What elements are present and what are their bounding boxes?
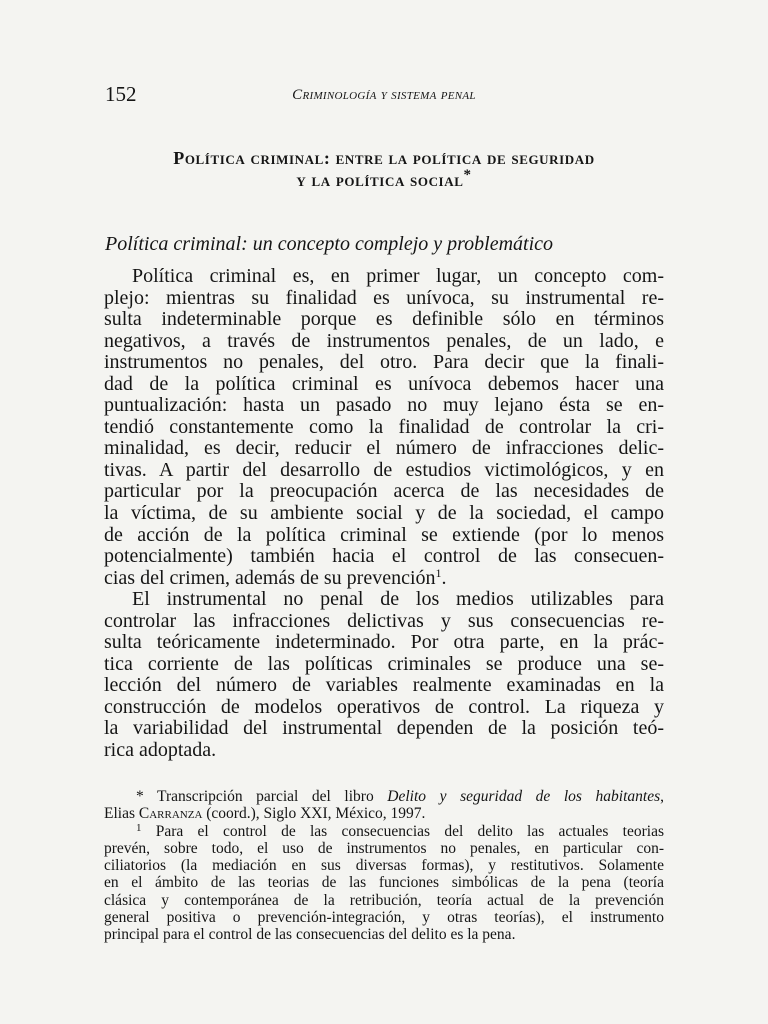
footnote-line: en el ámbito de las teorias de las funciones simbólicas de la pena (teoría xyxy=(104,874,664,892)
body-line: sulta indeterminable porque es definible sólo en términos xyxy=(104,308,664,331)
footnote-text: Para el control de las consecuencias del delito las actuales teorias xyxy=(141,822,664,840)
body-line: construcción de modelos operativos de control. La riqueza y xyxy=(104,695,664,718)
body-line: tica corriente de las políticas criminales se produce una se- xyxy=(104,652,664,675)
chapter-title-line-1: Política criminal: entre la política de seguridad xyxy=(173,148,595,168)
footnote-reference: 1 xyxy=(435,565,442,580)
section-heading: Política criminal: un concepto complejo y problemático xyxy=(105,233,554,255)
body-line: plejo: mientras su finalidad es unívoca, su instrumental re- xyxy=(104,286,664,309)
body-line: tendió constantemente como la finalidad de controlar la cri- xyxy=(104,415,664,438)
body-line: Política criminal es, en primer lugar, un concepto com- xyxy=(132,265,664,287)
footnote-line xyxy=(104,788,664,805)
footnotes xyxy=(104,788,664,943)
footnote-line: principal para el control de las consecuencias del delito es la pena. xyxy=(104,926,516,943)
footnote-marker: * xyxy=(136,788,144,805)
footnote-line xyxy=(104,805,664,822)
body-line: potencialmente) también hacia el control de las consecuen- xyxy=(104,545,664,568)
body-line-tail: . xyxy=(441,566,447,589)
body-line-text: cias del crimen, además de su prevención xyxy=(104,566,436,589)
footnote-line: clásica y contemporánea de la retribución, teoría actual de la prevención xyxy=(104,891,664,909)
body-line: lección del número de variables realmente examinadas en la xyxy=(104,674,664,697)
body-line: puntualización: hasta un pasado no muy lejano ésta se en- xyxy=(104,394,664,417)
book-title: Delito y seguridad de los habitantes xyxy=(387,788,661,805)
body-line: minalidad, es decir, reducir el número de infracciones delic- xyxy=(104,437,664,460)
body-line: tivas. A partir del desarrollo de estudios victimológicos, y en xyxy=(104,458,664,481)
body-line: dad de la política criminal es unívoca debemos hacer una xyxy=(104,372,664,395)
running-head: Criminología y sistema penal xyxy=(292,87,476,103)
chapter-title xyxy=(0,147,768,191)
footnote-marker: 1 xyxy=(136,821,142,834)
body-line: instrumentos no penales, del otro. Para decir que la finali- xyxy=(104,351,664,374)
body-line: de acción de la política criminal se extiende (por lo menos xyxy=(104,523,664,546)
footnote-text: Transcripción parcial del libro xyxy=(143,788,388,805)
footnote-text: (coord.), Siglo XXI, México, 1997. xyxy=(202,805,426,823)
body-line: sulta teóricamente indeterminado. Por otra parte, en la prác- xyxy=(104,631,664,654)
body-line: particular por la preocupación acerca de las necesidades de xyxy=(104,480,664,503)
body-text xyxy=(104,266,664,762)
footnote-text: , xyxy=(660,788,665,805)
footnote-star xyxy=(104,788,664,823)
footnote-line: prevén, sobre todo, el uso de instrumentos no penales, en particular con- xyxy=(104,839,664,857)
footnote-1 xyxy=(104,823,664,944)
page-number: 152 xyxy=(105,82,137,106)
body-line xyxy=(104,565,664,590)
body-line: rica adoptada. xyxy=(104,739,217,762)
paragraph-2 xyxy=(104,589,664,761)
body-line: controlar las infracciones delictivas y sus consecuencias re- xyxy=(104,609,664,632)
footnote-text: Elias xyxy=(104,805,139,823)
paragraph-1 xyxy=(104,266,664,589)
footnote-line xyxy=(104,823,664,840)
body-line: negativos, a través de instrumentos penales, de un lado, e xyxy=(104,329,664,352)
body-line: la víctima, de su ambiente social y de la sociedad, el campo xyxy=(104,502,664,525)
title-footnote-marker: * xyxy=(463,167,472,183)
footnote-line: general positiva o prevención-integración, y otras teorías), el instrumento xyxy=(104,908,664,926)
body-line: El instrumental no penal de los medios utilizables para xyxy=(132,588,664,611)
author-name: Carranza xyxy=(138,805,203,823)
footnote-line: ciliatorios (la mediación en sus diversas formas), y restitutivos. Solamente xyxy=(104,857,664,874)
body-line: la variabilidad del instrumental dependen de la posición teó- xyxy=(104,717,664,740)
chapter-title-line-2 xyxy=(0,169,768,191)
chapter-title-line-2-text: y la política social xyxy=(296,170,464,190)
